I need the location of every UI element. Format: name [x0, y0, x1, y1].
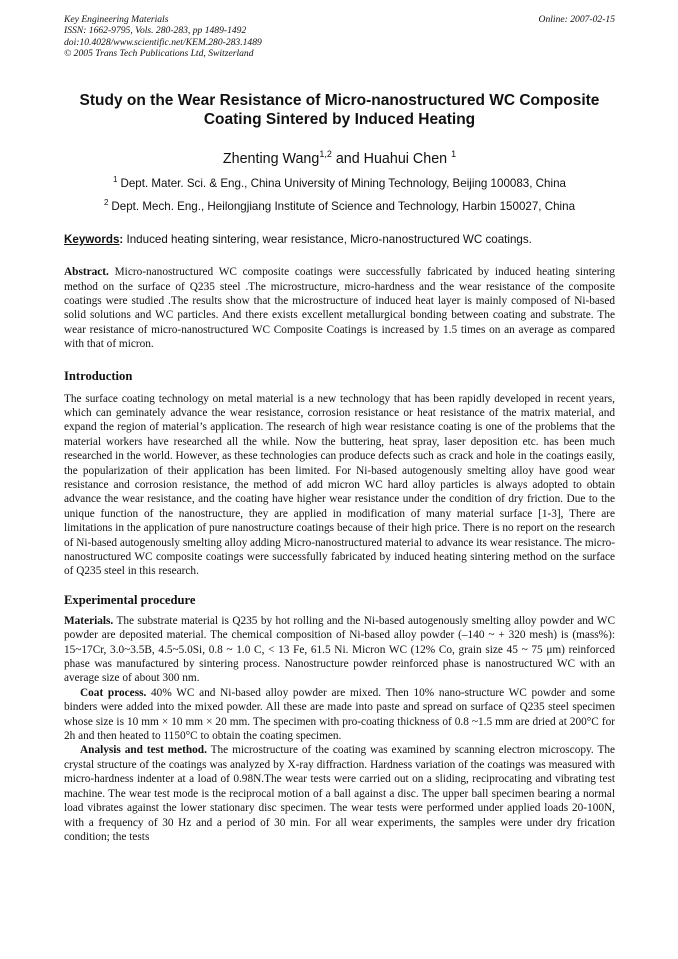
author-name: Zhenting Wang	[222, 150, 320, 167]
abstract-label: Abstract.	[64, 266, 109, 279]
online-date: Online: 2007-02-15	[538, 14, 615, 25]
paragraph	[64, 743, 615, 844]
affiliation-text: Dept. Mech. Eng., Heilongjiang Institute of Science and Technology, Harbin 150027, China	[111, 200, 576, 214]
journal-name: Key Engineering Materials	[64, 14, 169, 25]
paragraph: The surface coating technology on metal material is a new technology that has been rapidly developed in recent years, which can geminately advance the wear resistance, corrosion resistance or heat resistance of the matrix material, and expand the region of material’s application. The research of high wear resistance coating is one of the problems that the material workers have researched all the while. Now the buttering, heat spray, laser deposition etc. has been much researched in the world. However, as these technologies can produce defects such as crack and hole in the coatings easily, the popularization of their application has been limited. For Ni-based autogenously smelting alloy have good wear resistance and corrosion resistance, the method of add micron WC hard alloy particles is always adopted to obtain advance the wear resistance, and the coating have higher wear resistance under the condition of dry friction. Due to the unique function of the nanostructure, they are applied in modification of many material surface [1-3], There are limitations in the application of pure nanostructure coatings because of their high price. There is no report on the research of Ni-based autogenously smelting alloy adding Micro-nanostructured material to advance its wear resistance. The micro-nanostructured WC composite coatings were successfully fabricated by induced heating sintering method on the surface of Q235 steel in this research.	[64, 392, 615, 578]
keywords-colon: :	[119, 233, 124, 247]
paper-page	[64, 14, 615, 844]
abstract	[64, 265, 615, 351]
affiliation-text: Dept. Mater. Sci. & Eng., China University of Mining Technology, Beijing 100083, China	[120, 177, 566, 191]
affiliation	[64, 196, 615, 214]
journal-header	[64, 14, 615, 60]
keywords-text: Induced heating sintering, wear resistance, Micro-nanostructured WC coatings.	[123, 233, 532, 247]
abstract-text: Micro-nanostructured WC composite coatings were successfully fabricated by induced heating sintering method on the surface of Q235 steel .The microstructure, micro-hardness and the wear resistance of the composite coatings were studied .The results show that the microstructure of induced heat layer is mainly composed of Ni-based solid solutions and WC particles. And there exists excellent metallurgical bonding between coating and substrate. The wear resistance of micro-nanostructured WC Composite Coatings is increased by 1.5 times on an average as compared with that of micron.	[64, 266, 615, 351]
affiliation	[64, 173, 615, 191]
paragraph	[64, 614, 615, 686]
paragraph-runin-label: Materials.	[64, 614, 114, 627]
keywords-label: Keywords	[64, 233, 120, 247]
author-superscript: 1	[451, 148, 457, 159]
paragraph-runin-label: Coat process.	[80, 686, 147, 699]
paragraph-text: The microstructure of the coating was examined by scanning electron microscopy. The crystal structure of the coatings was analyzed by X-ray diffraction. Hardness variation of the coatings was measured with micro-hardness indenter at a load of 0.98N.The wear tests were carried out on a sliding, reciprocating and vibrating test machine. The wear test mode is the reciprocal motion of a ball against a disc. The upper ball specimen bearing a normal load vibrates against the lower stationary disc specimen. The wear tests were performed under applied loads 20-100N, with a frequency of 30 Hz and a period of 30 min. For all wear experiments, the samples were under dry frication condition; the tests	[64, 744, 616, 843]
affiliation-marker: 1	[113, 175, 118, 185]
section-heading: Experimental procedure	[64, 592, 196, 607]
keywords	[64, 233, 615, 247]
section-heading: Introduction	[64, 368, 133, 383]
paragraph-text: The substrate material is Q235 by hot rolling and the Ni-based autogenously smelting alloy powder and WC powder are deposited material. The chemical composition of Ni-based alloy powder (–140 ~ + 320 mesh) is (mass%): 15~17Cr, 3.0~3.5B, 4.5~5.0Si, 0.8 ~ 1.0 C, < 13 Fe, 61.5 Ni. Micron WC (12% Co, grain size 45 ~ 75 μm) reinforced phase was manufactured by sintering process. Nanostructure powder reinforced phase is nanostructured WC with an average size of about 300 nm.	[64, 614, 615, 685]
issn-line: ISSN: 1662-9795, Vols. 280-283, pp 1489-1492	[64, 25, 247, 37]
affiliation-marker: 2	[103, 198, 109, 208]
author-line	[64, 145, 615, 168]
doi-link[interactable]: doi:10.4028/www.scientific.net/KEM.280-283.1489	[64, 36, 262, 48]
paragraph-text: 40% WC and Ni-based alloy powder are mixed. Then 10% nano-structure WC powder and some binders were added into the mixed powder. All these are made into paste and spread on surface of Q235 steel specimen whose size is 10 mm × 10 mm × 20 mm. The specimen with pro-coating thickness of 0.8 ~1.5 mm are dried at 200°C for 2h and then heated to 1150°C to obtain the coating specimen.	[64, 686, 615, 743]
paper-title: Study on the Wear Resistance of Micro-nanostructured WC Composite Coating Sintered by Induced Heating	[79, 91, 600, 129]
author-name: and Huahui Chen	[331, 150, 452, 167]
copyright-line: © 2005 Trans Tech Publications Ltd, Switzerland	[64, 48, 254, 60]
paragraph	[64, 686, 615, 744]
paragraph-runin-label: Analysis and test method.	[80, 744, 207, 757]
author-superscript: 1,2	[319, 148, 332, 159]
